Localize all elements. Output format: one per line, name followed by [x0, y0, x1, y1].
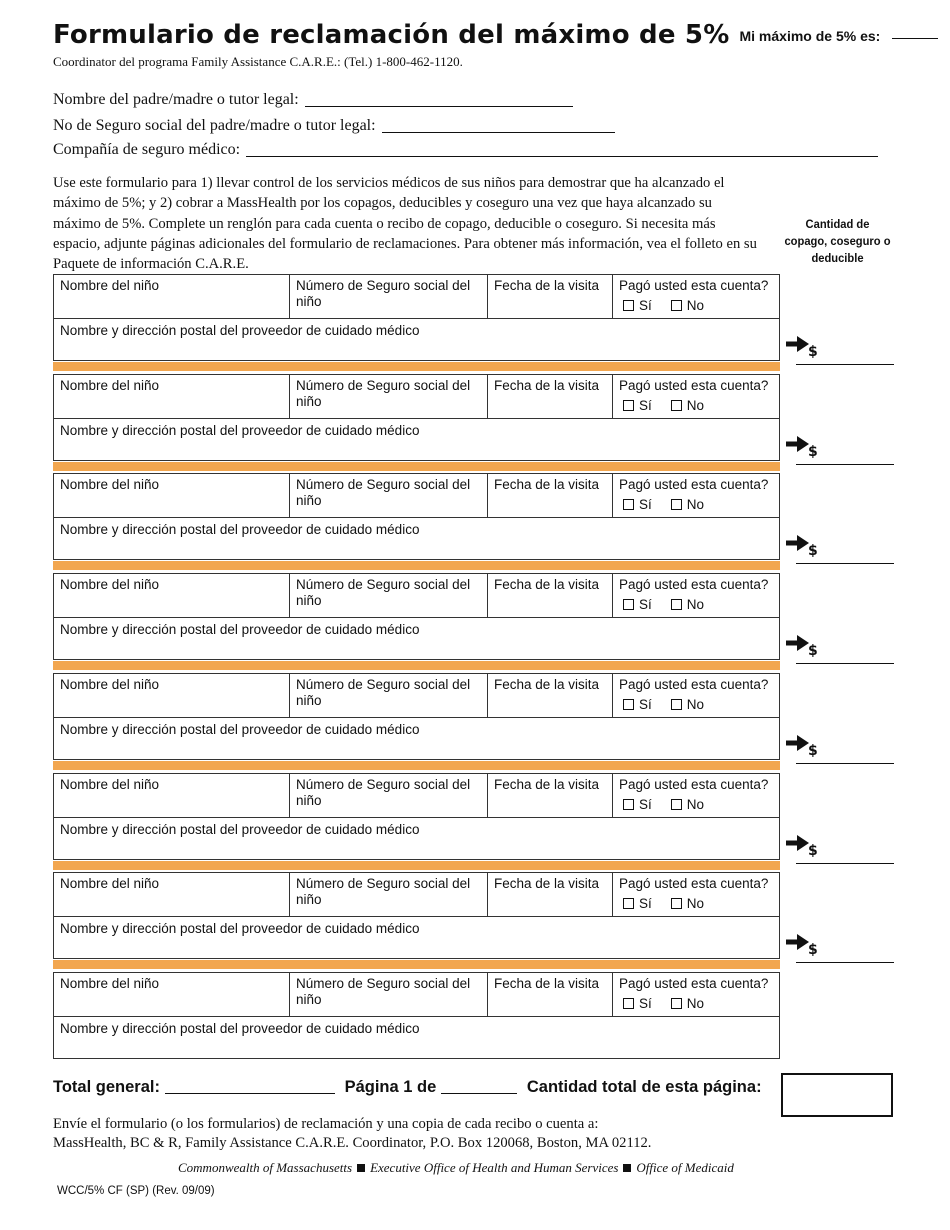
- yes-label: Sí: [639, 398, 652, 413]
- child-name-label: Nombre del niño: [60, 477, 160, 492]
- child-ssn-cell[interactable]: [290, 973, 488, 1017]
- coordinator-phone: Coordinator del programa Family Assistance C.A.R.E.: (Tel.) 1-800-462-1120.: [53, 54, 463, 69]
- amount-field[interactable]: [786, 735, 894, 765]
- child-name-cell[interactable]: [54, 973, 290, 1017]
- dollar-sign: $: [808, 344, 818, 360]
- grand-total-field[interactable]: [165, 1079, 335, 1094]
- grand-total-label: Total general:: [53, 1078, 160, 1096]
- page-label: Página 1 de: [344, 1078, 437, 1096]
- paid-question-label: Pagó usted esta cuenta?: [619, 876, 769, 891]
- no-label: No: [686, 697, 705, 712]
- child-ssn-cell[interactable]: [290, 774, 488, 818]
- child-ssn-label: Número de Seguro social del niño: [296, 976, 471, 1007]
- amount-field[interactable]: [786, 934, 894, 964]
- child-ssn-label: Número de Seguro social del niño: [296, 278, 471, 309]
- yes-checkbox[interactable]: [623, 699, 634, 710]
- dollar-sign: $: [808, 843, 818, 859]
- yes-label: Sí: [639, 996, 652, 1011]
- provider-label: Nombre y dirección postal del proveedor de cuidado médico: [60, 822, 420, 837]
- amount-underline: [796, 663, 894, 664]
- claim-top-row: [54, 674, 779, 718]
- claim-top-row: [54, 474, 779, 518]
- child-ssn-label: Número de Seguro social del niño: [296, 378, 471, 409]
- child-name-cell[interactable]: [54, 574, 290, 618]
- no-label: No: [686, 996, 705, 1011]
- max-5-percent-field[interactable]: [892, 38, 938, 39]
- footer-agencies: [178, 1160, 734, 1176]
- visit-date-label: Fecha de la visita: [494, 876, 600, 891]
- paid-cell: [613, 973, 779, 1017]
- claim-row: [53, 673, 780, 760]
- child-name-label: Nombre del niño: [60, 777, 160, 792]
- child-ssn-label: Número de Seguro social del niño: [296, 677, 471, 708]
- no-label: No: [686, 896, 705, 911]
- amount-field[interactable]: [786, 436, 894, 466]
- no-label: No: [686, 797, 705, 812]
- visit-date-cell[interactable]: [488, 873, 613, 917]
- row-separator: [53, 362, 780, 371]
- no-checkbox[interactable]: [671, 898, 682, 909]
- paid-question-label: Pagó usted esta cuenta?: [619, 477, 769, 492]
- arrow-right-icon: [786, 635, 810, 651]
- provider-label: Nombre y dirección postal del proveedor de cuidado médico: [60, 921, 420, 936]
- no-checkbox[interactable]: [671, 400, 682, 411]
- parent-ssn-field[interactable]: [382, 118, 615, 133]
- yes-label: Sí: [639, 896, 652, 911]
- paid-question-label: Pagó usted esta cuenta?: [619, 976, 769, 991]
- yes-checkbox[interactable]: [623, 998, 634, 1009]
- amount-underline: [796, 962, 894, 963]
- no-checkbox[interactable]: [671, 699, 682, 710]
- yes-checkbox[interactable]: [623, 898, 634, 909]
- visit-date-cell[interactable]: [488, 674, 613, 718]
- child-ssn-cell[interactable]: [290, 674, 488, 718]
- arrow-right-icon: [786, 835, 810, 851]
- amount-underline: [796, 364, 894, 365]
- no-label: No: [686, 298, 705, 313]
- insurance-label: Compañía de seguro médico:: [53, 141, 241, 158]
- no-label: No: [686, 398, 705, 413]
- paid-cell: [613, 375, 779, 419]
- visit-date-cell[interactable]: [488, 375, 613, 419]
- yes-checkbox[interactable]: [623, 300, 634, 311]
- form-code: WCC/5% CF (SP) (Rev. 09/09): [57, 1185, 215, 1197]
- page-count-field[interactable]: [441, 1079, 517, 1094]
- yes-label: Sí: [639, 797, 652, 812]
- amount-field[interactable]: [786, 635, 894, 665]
- dollar-sign: $: [808, 942, 818, 958]
- no-checkbox[interactable]: [671, 300, 682, 311]
- mailing-instructions: [53, 1115, 651, 1152]
- row-separator: [53, 761, 780, 770]
- square-bullet-icon: [357, 1164, 365, 1172]
- arrow-right-icon: [786, 735, 810, 751]
- visit-date-label: Fecha de la visita: [494, 976, 600, 991]
- yes-checkbox[interactable]: [623, 599, 634, 610]
- visit-date-label: Fecha de la visita: [494, 577, 600, 592]
- claim-top-row: [54, 574, 779, 618]
- claim-top-row: [54, 873, 779, 917]
- amount-underline: [796, 563, 894, 564]
- child-name-label: Nombre del niño: [60, 876, 160, 891]
- visit-date-label: Fecha de la visita: [494, 378, 600, 393]
- claim-row: [53, 573, 780, 660]
- visit-date-label: Fecha de la visita: [494, 677, 600, 692]
- row-separator: [53, 462, 780, 471]
- amount-field[interactable]: [786, 835, 894, 865]
- amount-column-header: Cantidad de copago, coseguro o deducible: [784, 217, 891, 265]
- child-name-label: Nombre del niño: [60, 976, 160, 991]
- claim-row: [53, 274, 780, 361]
- child-ssn-label: Número de Seguro social del niño: [296, 577, 471, 608]
- claim-top-row: [54, 973, 779, 1017]
- visit-date-cell[interactable]: [488, 474, 613, 518]
- insurance-field[interactable]: [246, 142, 878, 157]
- no-checkbox[interactable]: [671, 799, 682, 810]
- claim-row: [53, 773, 780, 860]
- mailing-line-1: Envíe el formulario (o los formularios) de reclamación y una copia de cada recibo o cuenta a:: [53, 1116, 599, 1132]
- child-ssn-cell[interactable]: [290, 275, 488, 319]
- child-ssn-cell[interactable]: [290, 474, 488, 518]
- mailing-address: MassHealth, BC & R, Family Assistance C.A.R.E. Coordinator, P.O. Box 120068, Boston, MA 02112.: [53, 1134, 652, 1151]
- row-separator: [53, 561, 780, 570]
- dollar-sign: $: [808, 444, 818, 460]
- arrow-right-icon: [786, 934, 810, 950]
- amount-underline: [796, 464, 894, 465]
- yes-label: Sí: [639, 497, 652, 512]
- child-name-cell[interactable]: [54, 674, 290, 718]
- child-name-label: Nombre del niño: [60, 278, 160, 293]
- paid-question-label: Pagó usted esta cuenta?: [619, 577, 769, 592]
- paid-cell: [613, 574, 779, 618]
- visit-date-cell[interactable]: [488, 574, 613, 618]
- child-name-label: Nombre del niño: [60, 378, 160, 393]
- paid-question-label: Pagó usted esta cuenta?: [619, 278, 769, 293]
- yes-label: Sí: [639, 697, 652, 712]
- paid-question-label: Pagó usted esta cuenta?: [619, 777, 769, 792]
- claim-row: [53, 374, 780, 461]
- yes-checkbox[interactable]: [623, 400, 634, 411]
- parent-ssn-row: [53, 117, 615, 135]
- parent-name-row: [53, 91, 573, 109]
- claim-row: [53, 972, 780, 1059]
- claim-top-row: [54, 774, 779, 818]
- visit-date-cell[interactable]: [488, 275, 613, 319]
- yes-checkbox[interactable]: [623, 499, 634, 510]
- agency-medicaid: Office of Medicaid: [636, 1160, 734, 1175]
- square-bullet-icon: [623, 1164, 631, 1172]
- yes-checkbox[interactable]: [623, 799, 634, 810]
- arrow-right-icon: [786, 436, 810, 452]
- agency-eohhs: Executive Office of Health and Human Services: [370, 1160, 619, 1175]
- provider-label: Nombre y dirección postal del proveedor de cuidado médico: [60, 1021, 420, 1036]
- parent-name-label: Nombre del padre/madre o tutor legal:: [53, 91, 299, 108]
- paid-question-label: Pagó usted esta cuenta?: [619, 378, 769, 393]
- child-name-cell[interactable]: [54, 474, 290, 518]
- child-ssn-cell[interactable]: [290, 873, 488, 917]
- visit-date-cell[interactable]: [488, 973, 613, 1017]
- child-name-cell[interactable]: [54, 873, 290, 917]
- yes-label: Sí: [639, 597, 652, 612]
- provider-label: Nombre y dirección postal del proveedor de cuidado médico: [60, 722, 420, 737]
- paid-cell: [613, 474, 779, 518]
- parent-name-field[interactable]: [305, 92, 573, 107]
- provider-label: Nombre y dirección postal del proveedor de cuidado médico: [60, 423, 420, 438]
- provider-label: Nombre y dirección postal del proveedor de cuidado médico: [60, 522, 420, 537]
- amount-underline: [796, 863, 894, 864]
- paid-cell: [613, 774, 779, 818]
- agency-commonwealth: Commonwealth of Massachusetts: [178, 1160, 353, 1175]
- paid-question-label: Pagó usted esta cuenta?: [619, 677, 769, 692]
- child-ssn-label: Número de Seguro social del niño: [296, 777, 471, 808]
- yes-label: Sí: [639, 298, 652, 313]
- instructions: Use este formulario para 1) llevar control de los servicios médicos de sus niños para demostrar que ha alcanzado el máximo de 5%; y 2) cobrar a MassHealth por los copagos, deducibles y coseguro una vez que haya alcanzado su máximo de 5%. Complete un renglón para cada cuenta o recibo de copago, deducible o coseguro. Si necesita más espacio, adjunte páginas adicionales del formulario de reclamaciones. Para obtener más información, vea el folleto en su Paquete de información C.A.R.E.: [53, 175, 757, 273]
- child-name-cell[interactable]: [54, 275, 290, 319]
- provider-label: Nombre y dirección postal del proveedor de cuidado médico: [60, 622, 420, 637]
- paid-cell: [613, 674, 779, 718]
- no-checkbox[interactable]: [671, 998, 682, 1009]
- amount-field[interactable]: [786, 336, 894, 366]
- insurance-row: [53, 141, 878, 159]
- child-name-cell[interactable]: [54, 375, 290, 419]
- row-separator: [53, 960, 780, 969]
- page-total-box[interactable]: [781, 1073, 893, 1117]
- dollar-sign: $: [808, 543, 818, 559]
- child-name-label: Nombre del niño: [60, 677, 160, 692]
- arrow-right-icon: [786, 336, 810, 352]
- amount-underline: [796, 763, 894, 764]
- no-checkbox[interactable]: [671, 499, 682, 510]
- child-name-label: Nombre del niño: [60, 577, 160, 592]
- claim-row: [53, 872, 780, 959]
- row-separator: [53, 861, 780, 870]
- paid-cell: [613, 873, 779, 917]
- child-name-cell[interactable]: [54, 774, 290, 818]
- visit-date-label: Fecha de la visita: [494, 477, 600, 492]
- dollar-sign: $: [808, 743, 818, 759]
- row-separator: [53, 661, 780, 670]
- visit-date-label: Fecha de la visita: [494, 777, 600, 792]
- parent-ssn-label: No de Seguro social del padre/madre o tutor legal:: [53, 117, 376, 134]
- claim-top-row: [54, 275, 779, 319]
- dollar-sign: $: [808, 643, 818, 659]
- page-title: Formulario de reclamación del máximo de 5%: [53, 20, 730, 50]
- visit-date-label: Fecha de la visita: [494, 278, 600, 293]
- claim-top-row: [54, 375, 779, 419]
- no-label: No: [686, 597, 705, 612]
- claim-row: [53, 473, 780, 560]
- max-5-percent-label: Mi máximo de 5% es:: [739, 28, 881, 44]
- totals-row: [53, 1078, 762, 1097]
- child-ssn-label: Número de Seguro social del niño: [296, 477, 471, 508]
- amount-field[interactable]: [786, 535, 894, 565]
- child-ssn-cell[interactable]: [290, 574, 488, 618]
- paid-cell: [613, 275, 779, 319]
- no-checkbox[interactable]: [671, 599, 682, 610]
- child-ssn-label: Número de Seguro social del niño: [296, 876, 471, 907]
- page-total-label: Cantidad total de esta página:: [526, 1078, 762, 1096]
- child-ssn-cell[interactable]: [290, 375, 488, 419]
- arrow-right-icon: [786, 535, 810, 551]
- visit-date-cell[interactable]: [488, 774, 613, 818]
- title-row: [53, 20, 938, 50]
- provider-label: Nombre y dirección postal del proveedor de cuidado médico: [60, 323, 420, 338]
- no-label: No: [686, 497, 705, 512]
